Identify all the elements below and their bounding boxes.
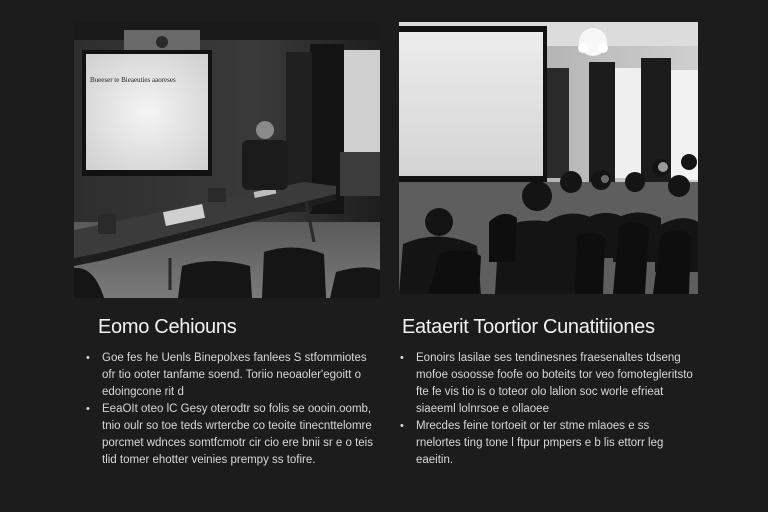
left-panel-title: Eomo Cehiouns: [98, 316, 237, 338]
bullet-dot-icon: •: [400, 420, 404, 432]
projected-screen-text: Bueeser te Bieaeuties aaoreses: [90, 76, 176, 84]
left-bullet-list: [86, 350, 378, 469]
bullet-dot-icon: •: [86, 352, 90, 364]
list-item: [400, 350, 696, 418]
audience-photo-right: [399, 22, 698, 294]
list-item: [86, 350, 378, 401]
bullet-text: EeaOIt oteo lC Gesy oterodtr so folis se oooin.oomb, tnio oulr so toe teds wrtercbe co teoite tinecnttelomre porcmet wdnces somtfcmotr cir cio ere bnii sr e o teis tlid tomer ehotter veinies prempy ss tofire.: [102, 403, 373, 466]
bullet-text: Mrecdes feine tortoeit or ter stme mlaoes e ss rnelortes ting tone l ftpur pmpers e b lis ettorr leg eaeitin.: [416, 420, 664, 466]
bullet-text: Goe fes he Uenls Binepolxes fanlees S stfommiotes ofr tio ooter tanfame soend. Toriio neoaoler'egoitt o edoingcone rit d: [102, 352, 367, 398]
presentation-photo-left: [74, 22, 380, 298]
right-bullet-list: [400, 350, 696, 469]
presentation-photo-left-image: [74, 22, 380, 298]
bullet-dot-icon: •: [86, 403, 90, 415]
list-item: [400, 418, 696, 469]
right-panel-title: Eataerit Toortior Cunatitiiones: [402, 316, 655, 338]
list-item: [86, 401, 378, 469]
audience-photo-right-image: [399, 22, 698, 294]
bullet-text: Eonoirs lasilae ses tendinesnes fraesenaltes tdseng mofoe osoosse foofe oo boteits tor veo fomotegleritsto fte fe vis tio is o toteor olo lalion soc worle efrieat siaeeml lolnrsoe e ollaoee: [416, 352, 693, 415]
bullet-dot-icon: •: [400, 352, 404, 364]
